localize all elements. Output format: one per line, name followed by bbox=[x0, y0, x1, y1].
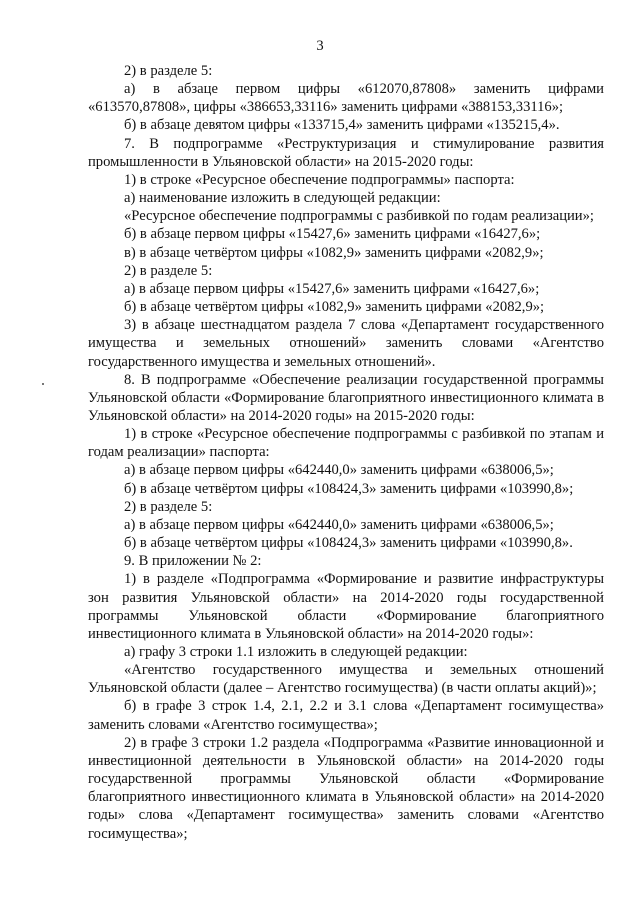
paragraph: а) в абзаце первом цифры «642440,0» заменить цифрами «638006,5»; bbox=[124, 516, 554, 533]
paragraph: б) в графе 3 строк 1.4, 2.1, 2.2 и 3.1 слова «Департамент госимущества» заменить словами «Агентство госимущества»; bbox=[88, 698, 604, 733]
paragraph: 1) в строке «Ресурсное обеспечение подпрограммы с разбивкой по этапам и годам реализации» паспорта: bbox=[88, 426, 604, 461]
paragraph: 9. В приложении № 2: bbox=[124, 553, 262, 570]
paragraph: а) наименование изложить в следующей редакции: bbox=[124, 190, 441, 207]
paragraph: б) в абзаце четвёртом цифры «1082,9» заменить цифрами «2082,9»; bbox=[124, 299, 545, 316]
paragraph: 7. В подпрограмме «Реструктуризация и стимулирование развития промышленности в Ульяновской области» на 2015-2020 годы: bbox=[88, 135, 604, 170]
paragraph: а) в абзаце первом цифры «612070,87808» заменить цифрами «613570,87808», цифры «386653,33116» заменить цифрами «388153,33116»; bbox=[88, 81, 604, 116]
paragraph: б) в абзаце девятом цифры «133715,4» заменить цифрами «135215,4». bbox=[124, 117, 560, 134]
paragraph: 2) в графе 3 строки 1.2 раздела «Подпрограмма «Развитие инновационной и инвестиционной деятельности в Ульяновской области» на 2014-2020 годы государственной программы Ульяновской области «Формирование благоприятного инвестиционного климата в Ульяновской области» на 2014-2020 годы» слова «Департамент госимущества» заменить словами «Агентство госимущества»; bbox=[88, 734, 604, 842]
paragraph: 2) в разделе 5: bbox=[124, 63, 213, 79]
paragraph: б) в абзаце четвёртом цифры «108424,3» заменить цифрами «103990,8». bbox=[124, 535, 573, 552]
page-number: 3 bbox=[316, 38, 324, 54]
paragraph: б) в абзаце четвёртом цифры «108424,3» заменить цифрами «103990,8»; bbox=[124, 480, 574, 497]
paragraph: в) в абзаце четвёртом цифры «1082,9» заменить цифрами «2082,9»; bbox=[124, 244, 544, 261]
paragraph: а) графу 3 строки 1.1 изложить в следующей редакции: bbox=[124, 644, 468, 660]
paragraph: 2) в разделе 5: bbox=[124, 262, 213, 279]
margin-mark bbox=[42, 383, 44, 385]
paragraph: а) в абзаце первом цифры «642440,0» заменить цифрами «638006,5»; bbox=[124, 462, 554, 479]
paragraph: 1) в строке «Ресурсное обеспечение подпрограммы» паспорта: bbox=[124, 171, 515, 188]
paragraph: б) в абзаце первом цифры «15427,6» заменить цифрами «16427,6»; bbox=[124, 226, 541, 243]
paragraph: 8. В подпрограмме «Обеспечение реализации государственной программы Ульяновской области «Формирование благоприятного инвестиционного климата в Ульяновской области» на 2014-2020 годы» на 2015-2020 годы: bbox=[88, 371, 604, 424]
paragraph: а) в абзаце первом цифры «15427,6» заменить цифрами «16427,6»; bbox=[124, 280, 540, 297]
paragraph: 1) в разделе «Подпрограмма «Формирование и развитие инфраструктуры зон развития Ульяновской области» на 2014-2020 годы государственной программы Ульяновской области «Формирование благоприятного инвестиционного климата в Ульяновской области» на 2014-2020 годы»: bbox=[88, 571, 604, 642]
paragraph: 2) в разделе 5: bbox=[124, 498, 213, 515]
paragraph: «Агентство государственного имущества и земельных отношений Ульяновской области (далее – Агентство госимущества) (в части оплаты акций)»; bbox=[88, 662, 604, 697]
document-body bbox=[88, 62, 604, 843]
paragraph: 3) в абзаце шестнадцатом раздела 7 слова «Департамент государственного имущества и земельных отношений» заменить словами «Агентство государственного имущества и земельных отношений». bbox=[88, 317, 604, 370]
paragraph: «Ресурсное обеспечение подпрограммы с разбивкой по годам реализации»; bbox=[124, 208, 594, 225]
